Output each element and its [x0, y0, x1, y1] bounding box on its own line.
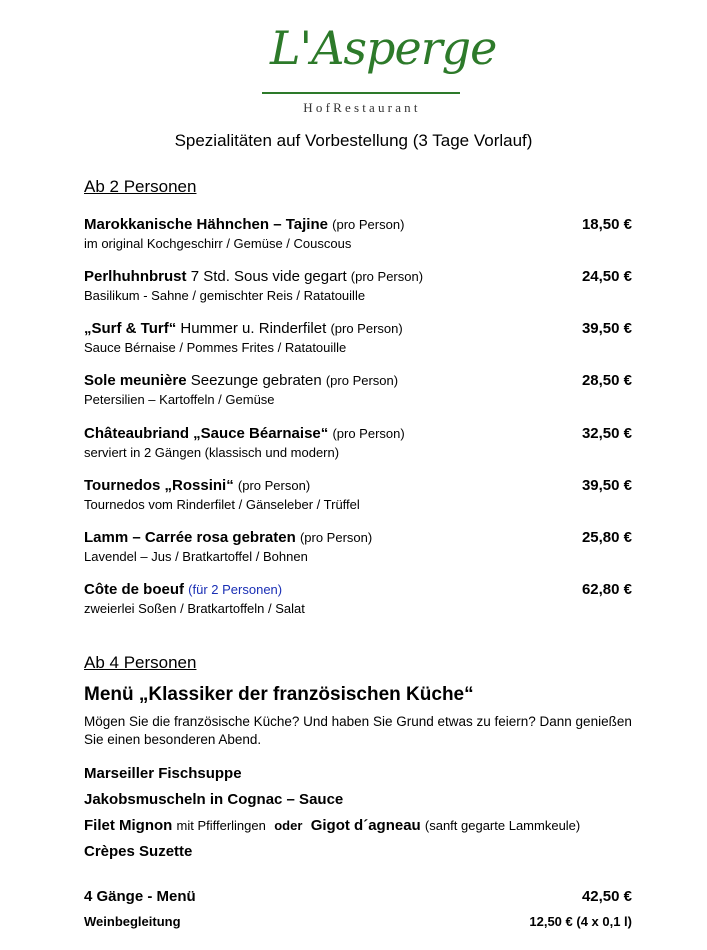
dish-note: (pro Person)	[299, 530, 373, 545]
course-4: Crèpes Suzette	[84, 843, 193, 860]
logo-underline	[262, 92, 460, 94]
dish-note: (pro Person)	[237, 478, 311, 493]
wine-pairing-price: 12,50 € (4 x 0,1 l)	[529, 914, 632, 929]
logo-subtitle: HofRestaurant	[303, 100, 421, 115]
dish-item	[84, 216, 632, 252]
dish-price: 25,80 €	[581, 529, 632, 546]
course-3-option-a-note: mit Pfifferlingen	[176, 818, 266, 833]
dish-price: 39,50 €	[581, 477, 632, 494]
dish-name: Lamm – Carrée rosa gebraten	[84, 529, 296, 546]
dish-item	[84, 529, 632, 565]
menu-total-price: 42,50 €	[581, 888, 632, 905]
dish-description: Basilikum - Sahne / gemischter Reis / Ratatouille	[84, 288, 366, 303]
wine-pairing-row	[84, 914, 632, 929]
restaurant-logo	[262, 18, 497, 115]
dish-item	[84, 320, 632, 356]
logo-script-text: L'Asperge	[270, 21, 497, 75]
dish-price: 28,50 €	[581, 372, 632, 389]
dish-price: 62,80 €	[581, 581, 632, 598]
dish-extra: 7 Std. Sous vide gegart	[190, 268, 347, 285]
course-3-option-a: Filet Mignon	[84, 817, 173, 834]
dish-description: Tournedos vom Rinderfilet / Gänseleber / Trüffel	[84, 497, 360, 512]
dish-item	[84, 425, 632, 461]
dish-description: serviert in 2 Gängen (klassisch und modern)	[84, 445, 340, 460]
dish-description: Lavendel – Jus / Bratkartoffel / Bohnen	[84, 549, 308, 564]
dish-note: (pro Person)	[332, 426, 405, 441]
dish-note: (pro Person)	[330, 321, 403, 336]
dish-name: Marokkanische Hähnchen – Tajine	[84, 216, 328, 233]
dish-description: Sauce Bérnaise / Pommes Frites / Ratatouille	[84, 340, 347, 355]
menu-intro: Mögen Sie die französische Küche? Und haben Sie Grund etwas zu feiern? Dann genießen Sie einen besonderen Abend.	[84, 714, 632, 747]
course-3-or: oder	[274, 818, 303, 833]
page-subtitle: Spezialitäten auf Vorbestellung (3 Tage Vorlauf)	[174, 131, 533, 150]
menu-title: Menü „Klassiker der französischen Küche“	[84, 684, 474, 705]
dish-item	[84, 581, 632, 617]
course-3	[84, 817, 580, 834]
section-heading-2-persons: Ab 2 Personen	[84, 177, 197, 196]
dish-item	[84, 477, 632, 513]
course-3-option-b: Gigot d´agneau	[310, 817, 421, 834]
dish-name: Tournedos „Rossini“	[84, 477, 234, 494]
dish-item	[84, 372, 632, 408]
dish-item	[84, 268, 632, 304]
dish-note: (pro Person)	[325, 373, 399, 388]
dish-description: Petersilien – Kartoffeln / Gemüse	[84, 392, 275, 407]
dish-note: (für 2 Personen)	[188, 582, 283, 597]
dish-description: zweierlei Soßen / Bratkartoffeln / Salat	[84, 601, 305, 616]
dish-name: Perlhuhnbrust	[84, 268, 187, 285]
course-2: Jakobsmuscheln in Cognac – Sauce	[84, 791, 344, 808]
dish-note: (pro Person)	[350, 269, 424, 284]
dish-name: Sole meunière	[84, 372, 187, 389]
menu-total-label: 4 Gänge - Menü	[84, 888, 196, 905]
dish-extra: Hummer u. Rinderfilet	[180, 320, 327, 337]
course-3-option-b-note: (sanft gegarte Lammkeule)	[424, 818, 581, 833]
dish-price: 32,50 €	[581, 425, 632, 442]
course-1: Marseiller Fischsuppe	[84, 765, 242, 782]
menu-total-row	[84, 888, 632, 905]
dish-description: im original Kochgeschirr / Gemüse / Couscous	[84, 236, 352, 251]
dish-extra: Seezunge gebraten	[190, 372, 322, 389]
dish-price: 39,50 €	[581, 320, 632, 337]
section-heading-4-persons: Ab 4 Personen	[84, 653, 197, 672]
dish-note: (pro Person)	[332, 217, 405, 232]
dish-price: 18,50 €	[581, 216, 632, 233]
dish-name: Côte de boeuf	[84, 581, 184, 598]
dish-name: Châteaubriand „Sauce Béarnaise“	[84, 425, 329, 442]
wine-pairing-label: Weinbegleitung	[84, 914, 181, 929]
dish-price: 24,50 €	[581, 268, 632, 285]
dish-name: „Surf & Turf“	[84, 320, 177, 337]
